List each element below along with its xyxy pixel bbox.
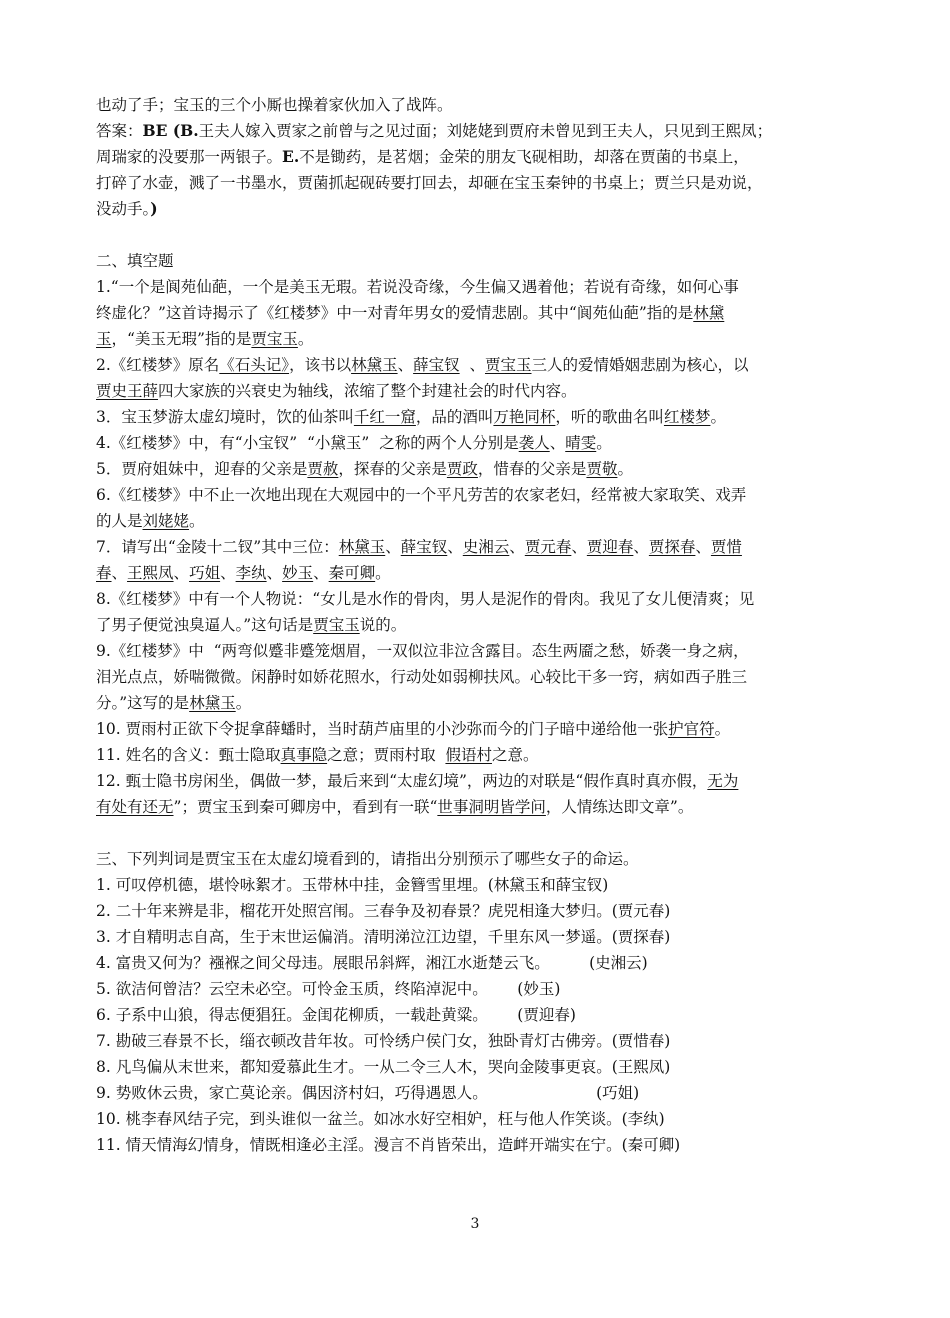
q2-line-1 [96, 352, 856, 378]
answer-blank: 万艳同杯 [493, 408, 556, 426]
text: 四大家族的兴衰史为轴线，浓缩了整个封建社会的时代内容。 [158, 382, 577, 400]
text: 5. 欲洁何曾洁？云空未必空。可怜金玉质，终陷淖泥中。 (妙玉) [96, 980, 561, 998]
text: 。 [235, 694, 252, 712]
text: ，探春的父亲是 [338, 460, 447, 478]
answer-blank: 晴雯 [565, 434, 597, 452]
text: 7．请写出“金陵十二钗”其中三位： [96, 538, 339, 556]
list-item [96, 976, 856, 1002]
text: 12. 甄士隐书房闲坐，偶做一梦，最后来到“太虚幻境”，两边的对联是“假作真时真亦假， [96, 772, 708, 790]
text: 。 [596, 434, 612, 452]
text: 4. 富贵又何为？襁褓之间父母违。展眼吊斜辉，湘江水逝楚云飞。 (史湘云) [96, 954, 648, 972]
answer-blank: 薛宝钗 [413, 356, 460, 374]
answer-blank: 史湘云 [462, 538, 510, 556]
answer-blank: 秦可卿 [328, 564, 376, 582]
q7-line-1 [96, 534, 856, 560]
text: 11. 情天情海幻情身，情既相逢必主淫。漫言不肖皆荣出，造衅开端实在宁。(秦可卿) [96, 1136, 681, 1154]
answer-blank: 妙玉 [282, 564, 314, 582]
answer-blank: 真事隐 [280, 746, 328, 764]
q7-line-2 [96, 560, 856, 586]
q9-line-1 [96, 638, 856, 664]
text: 说的。 [359, 616, 407, 634]
heading-text: 二、填空题 [96, 252, 174, 270]
answer-blank: 贾宝玉 [484, 356, 532, 374]
answer-blank: 红楼梦 [663, 408, 711, 426]
list-item [96, 1002, 856, 1028]
list-item [96, 1106, 856, 1132]
text: 。 [375, 564, 391, 582]
answer-blank: 贾探春 [648, 538, 696, 556]
text: 1. 可叹停机德，堪怜咏絮才。玉带林中挂，金簪雪里埋。(林黛玉和薛宝钗) [96, 876, 609, 894]
q9-line-2 [96, 664, 856, 690]
q12-line-2 [96, 794, 856, 820]
list-item [96, 872, 856, 898]
text: 。 [617, 460, 633, 478]
text: 也动了手；宝玉的三个小厮也操着家伙加入了战阵。 [96, 96, 453, 114]
answer-blank: 千红一窟 [353, 408, 416, 426]
list-item [96, 1080, 856, 1106]
answer-line-3 [96, 170, 856, 196]
text: 10. 桃李春风结子完，到头谁似一盆兰。如冰水好空相妒，枉与他人作笑谈。(李纨) [96, 1110, 665, 1128]
answer-blank: 世事洞明皆学问 [437, 798, 546, 816]
q11-line [96, 742, 856, 768]
answer-letters: BE (B. [142, 121, 199, 140]
text: 8.《红楼梦》中有一个人物说：“女儿是水作的骨肉，男人是泥作的骨肉。我见了女儿便清爽；见 [96, 590, 755, 608]
sep: 、 [313, 564, 329, 582]
text: 8. 凡鸟偏从末世来，都知爱慕此生才。一从二令三人木，哭向金陵事更哀。(王熙凤) [96, 1058, 671, 1076]
sep: 、 [571, 538, 587, 556]
paren: ) [150, 199, 158, 218]
text: 不是锄药，是茗烟；金荣的朋友飞砚相助，却落在贾菌的书桌上， [299, 148, 749, 166]
text: 9.《红楼梦》中 “两弯似蹙非蹙笼烟眉，一双似泣非泣含露目。态生两靥之愁，娇袭一身之病， [96, 642, 749, 660]
answer-line-2 [96, 144, 856, 170]
text: ，该书以 [289, 356, 352, 374]
answer-blank: 李纨 [235, 564, 267, 582]
text: 了男子便觉浊臭逼人。”这句话是 [96, 616, 314, 634]
q1-line-1 [96, 274, 856, 300]
answer-blank: 林黛 [693, 304, 725, 322]
sep: 、 [509, 538, 525, 556]
text: ，惜春的父亲是 [477, 460, 587, 478]
answer-blank: 林黛玉 [351, 356, 398, 374]
text: 。 [714, 720, 731, 738]
sep: 、 [220, 564, 236, 582]
spacer [96, 222, 856, 248]
text: 之意。 [491, 746, 539, 764]
text: 2.《红楼梦》原名 [96, 356, 220, 374]
q4-line [96, 430, 856, 456]
answer-blank: 林黛玉 [189, 694, 236, 712]
text: 3. 才自精明志自高，生于末世运偏消。清明涕泣江边望，千里东风一梦遥。(贾探春) [96, 928, 671, 946]
text: 三人的爱情婚姻悲剧为核心，以 [531, 356, 749, 374]
text: 9. 势败休云贵，家亡莫论亲。偶因济村妇，巧得遇恩人。 (巧姐) [96, 1084, 640, 1102]
text: 王夫人嫁入贾家之前曾与之见过面；刘姥姥到贾府未曾见到王夫人，只见到王熙凤； [198, 122, 773, 140]
text: 的人是 [96, 512, 143, 530]
sep: 、 [695, 538, 711, 556]
q3-line [96, 404, 856, 430]
q1-line-2 [96, 300, 856, 326]
sep: 、 [385, 538, 401, 556]
answer-blank: 假语村 [445, 746, 492, 764]
text: 终虚化？”这首诗揭示了《红楼梦》中一对青年男女的爱情悲剧。其中“阆苑仙葩”指的是 [96, 304, 694, 322]
answer-blank: 王熙凤 [127, 564, 174, 582]
answer-blank: 贾元春 [524, 538, 572, 556]
text: 没动手。 [96, 200, 151, 218]
text: 。 [710, 408, 726, 426]
text: 、 [459, 356, 485, 374]
answer-blank: 春 [96, 564, 112, 582]
answer-blank: 林黛玉 [338, 538, 386, 556]
answer-blank: 护官符 [668, 720, 715, 738]
text: 2. 二十年来辨是非，榴花开处照宫闱。三春争及初春景？虎兕相逢大梦归。(贾元春) [96, 902, 671, 920]
answer-blank: 袭人 [518, 434, 550, 452]
list-item [96, 1028, 856, 1054]
q1-line-3 [96, 326, 856, 352]
answer-blank: 贾迎春 [586, 538, 634, 556]
text: 6. 子系中山狼，得志便猖狂。金闺花柳质，一载赴黄粱。 (贾迎春) [96, 1006, 576, 1024]
text: 。 [297, 330, 314, 348]
text: 、 [549, 434, 566, 452]
q6-line-1 [96, 482, 856, 508]
q10-line [96, 716, 856, 742]
sep: 、 [447, 538, 463, 556]
heading-text: 三、下列判词是贾宝玉在太虚幻境看到的，请指出分别预示了哪些女子的命运。 [96, 850, 639, 868]
text: ，品的酒叫 [415, 408, 494, 426]
text: 打碎了水壶，溅了一书墨水，贾菌抓起砚砖要打回去，却砸在宝玉秦钟的书桌上；贾兰只是劝说， [96, 174, 763, 192]
answer-blank: 薛宝钗 [400, 538, 448, 556]
q12-line-1 [96, 768, 856, 794]
text: ，听的歌曲名叫 [555, 408, 664, 426]
answer-blank: 贾政 [446, 460, 478, 478]
q6-line-2 [96, 508, 856, 534]
sep: 、 [173, 564, 190, 582]
text: ”；贾宝玉到秦可卿房中，看到有一联“ [173, 798, 438, 816]
answer-blank: 贾宝玉 [251, 330, 298, 348]
answer-blank: 巧姐 [189, 564, 221, 582]
answer-label: 答案： [96, 122, 143, 140]
answer-blank: 有处有还无 [96, 798, 174, 816]
q9-line-3 [96, 690, 856, 716]
list-item [96, 898, 856, 924]
page-number: 3 [470, 1216, 480, 1232]
q8-line-1 [96, 586, 856, 612]
answer-blank: 贾宝玉 [313, 616, 360, 634]
text: 1.“一个是阆苑仙葩，一个是美玉无瑕。若说没奇缘，今生偏又遇着他；若说有奇缘，如何心事 [96, 278, 739, 296]
text: 5．贾府姐妹中，迎春的父亲是 [96, 460, 308, 478]
answer-blank: 贾赦 [307, 460, 339, 478]
spacer [96, 820, 856, 846]
intro-line [96, 92, 856, 118]
list-item [96, 950, 856, 976]
text: 10. 贾雨村正欲下令捉拿薛蟠时，当时葫芦庙里的小沙弥而今的门子暗中递给他一张 [96, 720, 669, 738]
q8-line-2 [96, 612, 856, 638]
q2-line-2 [96, 378, 856, 404]
text: 4.《红楼梦》中，有“小宝钗” “小黛玉” 之称的两个人分别是 [96, 434, 519, 452]
answer-line-1 [96, 118, 856, 144]
answer-blank: 贾敬 [586, 460, 618, 478]
section-3 [96, 846, 856, 1158]
answer-blank: 刘姥姥 [142, 512, 190, 530]
text: 3．宝玉梦游太虚幻境时，饮的仙茶叫 [96, 408, 354, 426]
list-item [96, 1132, 856, 1158]
text: 分。”这写的是 [96, 694, 190, 712]
text: 11. 姓名的含义：甄士隐取 [96, 746, 281, 764]
text: 泪光点点，娇喘微微。闲静时如娇花照水，行动处如弱柳扶风。心较比干多一窍，病如西子胜三 [96, 668, 748, 686]
answer-line-4 [96, 196, 856, 222]
text: 周瑞家的没要那一两银子。 [96, 148, 283, 166]
answer-letter: E. [282, 147, 300, 166]
text: ，人情练达即文章”。 [545, 798, 694, 816]
text: 之意；贾雨村取 [327, 746, 446, 764]
sep: 、 [633, 538, 649, 556]
answer-blank: 玉 [96, 330, 112, 348]
section-heading [96, 248, 856, 274]
text: 。 [189, 512, 205, 530]
list-item [96, 1054, 856, 1080]
text: 7. 勘破三春景不长，缁衣顿改昔年妆。可怜绣户侯门女，独卧青灯古佛旁。(贾惜春) [96, 1032, 671, 1050]
answer-blank: 贾史王薛 [96, 382, 159, 400]
text: 6.《红楼梦》中不止一次地出现在大观园中的一个平凡劳苦的农家老妇，经常被大家取笑、戏弄 [96, 486, 747, 504]
section-heading [96, 846, 856, 872]
q5-line [96, 456, 856, 482]
answer-blank: 无为 [707, 772, 739, 790]
answer-blank: 贾惜 [710, 538, 742, 556]
sep: 、 [111, 564, 128, 582]
sep: 、 [266, 564, 283, 582]
text: 、 [397, 356, 414, 374]
document-page [96, 92, 856, 1158]
text: ，“美玉无瑕”指的是 [111, 330, 252, 348]
answer-blank: 《石头记》 [219, 356, 290, 374]
list-item [96, 924, 856, 950]
